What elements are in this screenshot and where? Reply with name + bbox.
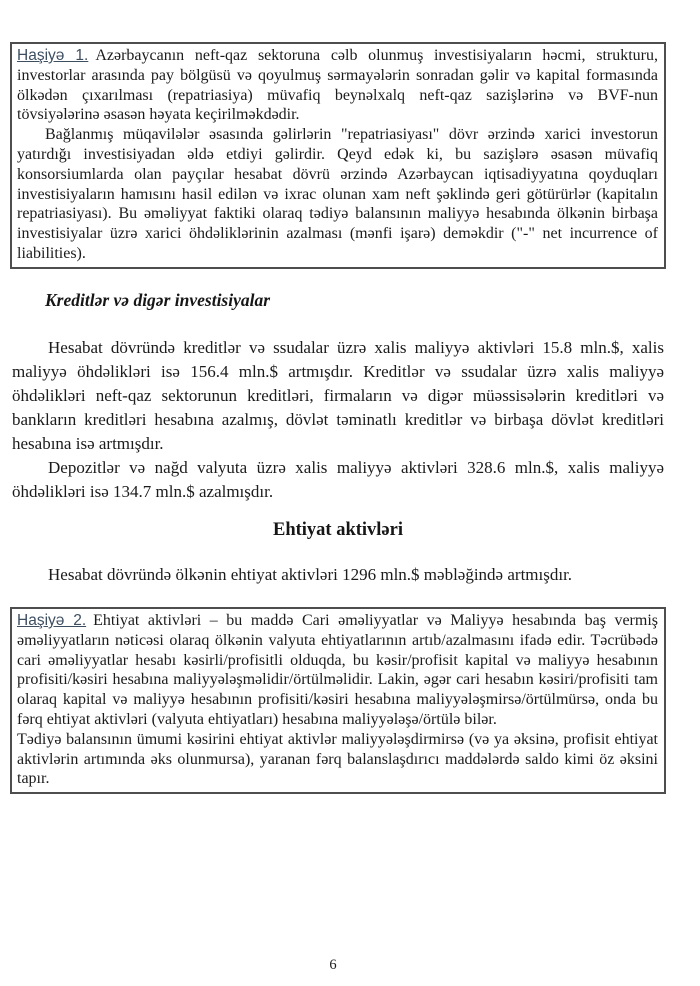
page-number: 6 [329,957,337,973]
section-heading-credits: Kreditlər və digər investisiyalar [45,290,271,310]
credits-paragraph-1: Hesabat dövründə kreditlər və ssudalar üzrə xalis maliyyə aktivləri 15.8 mln.$, xalis maliyyə öhdəlikləri isə 156.4 mln.$ artmışdır. Kreditlər və ssudalar üzrə xalis maliyyə öhdəlikləri neft-qaz sektorunun kreditləri, firmaların və digər müəssisələrin kreditləri və bankların kreditləri hesabına azalmış, dövlət təminatlı kreditlər və birbaşa dövlət kreditləri hesabına isə artmışdır. [12,338,664,453]
note-2-label: Haşiyə 2. [17,612,87,629]
reserves-section [12,563,664,587]
note-box-1 [10,42,666,269]
note-1-label: Haşiyə 1. [17,47,89,64]
note-2-paragraph-1-text: Ehtiyat aktivləri – bu maddə Cari əməliyyatlar və Maliyyə hesabında baş vermiş əməliyyatların nəticəsi olaraq ölkənin valyuta ehtiyatlarının artıb/azalmasını ifadə edir. Təcrübədə cari əməliyyatlar hesabı kəsirli/profisitli olduqda, bu kəsir/profisit kapital və maliyyə hesabının profisiti/kəsiri hesabına maliyyələşməlidir/örtülməlidir. Lakin, əgər cari hesabın kəsiri/profisiti tam olaraq kapital və maliyyə hesabının profisiti/kəsiri hesabına maliyyələşmirsə/örtülmürsə, onda bu fərq ehtiyat aktivləri (valyuta ehtiyatları) hesabına maliyyələşə/örtülə bilər. [17,612,658,728]
section-heading-reserves: Ehtiyat aktivləri [272,520,403,540]
credits-section [12,336,664,504]
credits-paragraph-2: Depozitlər və nağd valyuta üzrə xalis maliyyə aktivləri 328.6 mln.$, xalis maliyyə öhdəlikləri isə 134.7 mln.$ azalmışdır. [12,458,664,501]
note-1-paragraph-2: Bağlanmış müqavilələr əsasında gəlirlərin "repatriasiyası" dövr ərzində xarici investorun yatırdığı investisiyadan əldə etdiyi gəlirdir. Qeyd edək ki, bu sazişlərə əsasən müvafiq konsorsiumlarda olan payçılar hesabat dövrü ərzində Azərbaycan iqtisadiyyatına qoyduqları investisiyaların hamısını hasil edilən və ixrac olunan xam neft şəklində geri götürürlər (kapitalın repatriasiyası). Bu əməliyyat faktiki olaraq tədiyə balansının maliyyə hesabında ölkənin birbaşa investisiyalar üzrə xarici öhdəliklərinin azalması (mənfi işarə) deməkdir ("-" net incurrence of liabilities). [17,126,658,262]
note-2-paragraph-2: Tədiyə balansının ümumi kəsirini ehtiyat aktivlər maliyyələşdirmirsə (və ya əksinə, profisit ehtiyat aktivlərin artımında əks olunmursa), yaranan fərq balanslaşdırıcı maddələrdə saldo kimi öz əksini tapır. [17,730,658,788]
note-1-paragraph-1-text: Azərbaycanın neft-qaz sektoruna cəlb olunmuş investisiyaların həcmi, strukturu, investorlar arasında pay bölgüsü və qoyulmuş sərmayələrin sonradan gəlir və kapital formasında ölkədən çıxarılması (repatriasiya) müvafiq beynəlxalq neft-qaz sazişlərinə və BVF-nun tövsiyələrinə əsasən həyata keçirilməkdədir. [17,47,658,124]
reserves-paragraph-1: Hesabat dövründə ölkənin ehtiyat aktivləri 1296 mln.$ məbləğində artmışdır. [48,565,573,584]
note-2-paragraph-1 [17,611,658,730]
note-1-paragraph-1 [17,46,658,125]
note-box-2 [10,607,666,794]
